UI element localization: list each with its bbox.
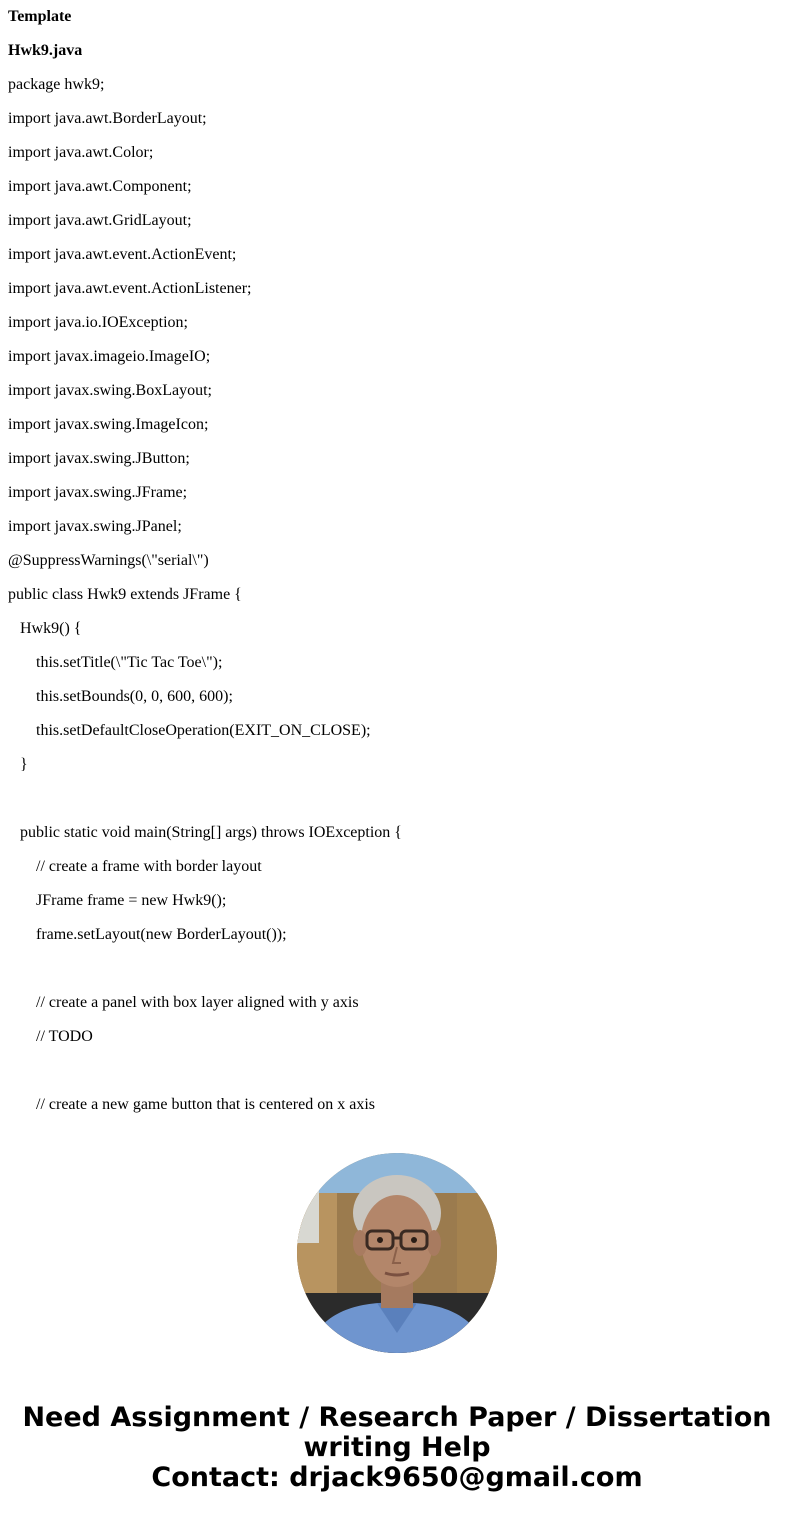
code-line: // create a new game button that is centered on x axis <box>8 1096 375 1113</box>
code-line: // create a frame with border layout <box>8 858 262 875</box>
code-line: import java.awt.BorderLayout; <box>8 110 207 127</box>
blank-line <box>8 782 788 816</box>
blank-line <box>8 1054 788 1088</box>
code-line: package hwk9; <box>8 76 105 93</box>
code-line: // TODO <box>8 1028 93 1045</box>
document-body <box>8 0 788 1122</box>
portrait-image <box>297 1153 497 1353</box>
code-line: import java.awt.Component; <box>8 178 192 195</box>
code-line: public static void main(String[] args) throws IOException { <box>8 824 402 841</box>
code-line: import javax.swing.JButton; <box>8 450 190 467</box>
code-line: } <box>8 756 28 773</box>
code-line: import java.awt.Color; <box>8 144 154 161</box>
code-line: import java.awt.event.ActionListener; <box>8 280 252 297</box>
code-line: import javax.swing.ImageIcon; <box>8 416 209 433</box>
promo-line-2: writing Help <box>303 1432 491 1463</box>
promo-line-1: Need Assignment / Research Paper / Dissertation <box>22 1402 772 1433</box>
code-line: import javax.swing.BoxLayout; <box>8 382 212 399</box>
code-line: import java.awt.event.ActionEvent; <box>8 246 237 263</box>
code-line: this.setBounds(0, 0, 600, 600); <box>8 688 233 705</box>
document-heading: Hwk9.java <box>8 42 83 59</box>
code-line: import javax.imageio.ImageIO; <box>8 348 211 365</box>
code-line: @SuppressWarnings(\"serial\") <box>8 552 209 569</box>
code-line: frame.setLayout(new BorderLayout()); <box>8 926 287 943</box>
code-line: this.setDefaultCloseOperation(EXIT_ON_CLOSE); <box>8 722 371 739</box>
code-line: import javax.swing.JFrame; <box>8 484 188 501</box>
code-line: public class Hwk9 extends JFrame { <box>8 586 242 603</box>
code-line: import javax.swing.JPanel; <box>8 518 182 535</box>
avatar <box>297 1153 497 1353</box>
promo-contact: Contact: drjack9650@gmail.com <box>151 1462 643 1493</box>
code-line: import java.io.IOException; <box>8 314 188 331</box>
code-line: // create a panel with box layer aligned with y axis <box>8 994 359 1011</box>
promo-banner <box>0 1403 794 1493</box>
code-line: this.setTitle(\"Tic Tac Toe\"); <box>8 654 223 671</box>
code-line: import java.awt.GridLayout; <box>8 212 192 229</box>
code-line: Hwk9() { <box>8 620 82 637</box>
blank-line <box>8 952 788 986</box>
document-heading: Template <box>8 8 72 25</box>
code-line: JFrame frame = new Hwk9(); <box>8 892 227 909</box>
